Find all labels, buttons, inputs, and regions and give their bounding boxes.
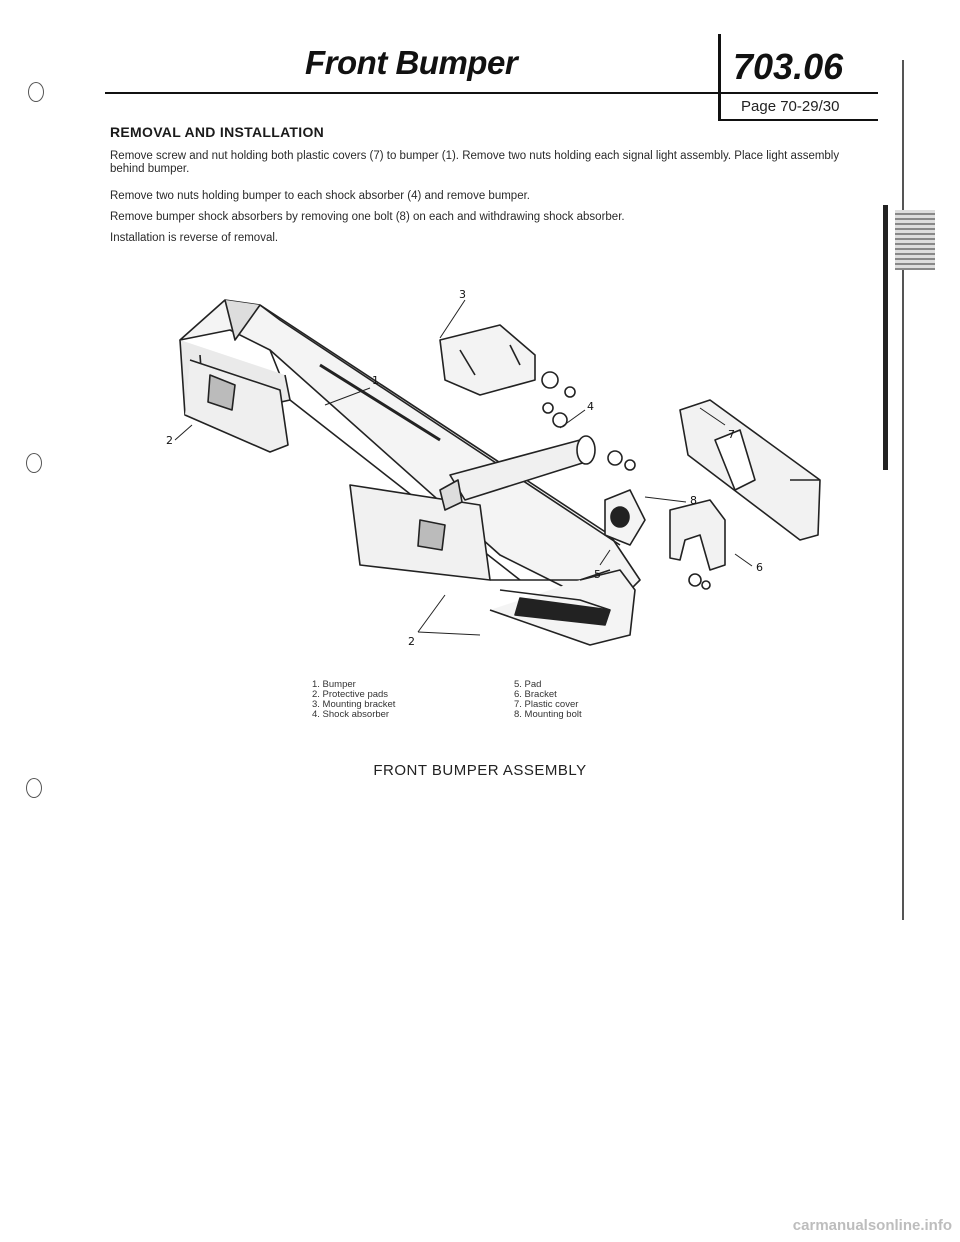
bumper-drawing	[180, 300, 640, 645]
legend-item: 3. Mounting bracket	[312, 699, 396, 710]
instruction-paragraph: Remove screw and nut holding both plastic covers (7) to bumper (1). Remove two nuts holding each signal light assembly. Place light assembly behind bumper.	[110, 150, 840, 175]
instruction-paragraph: Remove two nuts holding bumper to each shock absorber (4) and remove bumper.	[110, 190, 530, 202]
page-title: Front Bumper	[305, 44, 518, 81]
punch-hole-mark	[26, 778, 42, 798]
legend-item: 1. Bumper	[312, 679, 356, 690]
legend-column-left	[312, 680, 395, 720]
punch-hole-mark	[26, 453, 42, 473]
legend-item: 4. Shock absorber	[312, 709, 390, 720]
section-number: 703.06	[733, 46, 844, 87]
bracket-drawing	[670, 500, 725, 589]
punch-hole-mark	[28, 82, 44, 102]
scan-artifact	[895, 210, 935, 270]
pad-drawing	[605, 490, 645, 545]
legend-item: 2. Protective pads	[312, 689, 389, 700]
bumper-exploded-diagram	[140, 280, 860, 670]
section-heading: REMOVAL AND INSTALLATION	[110, 124, 325, 140]
margin-bar	[883, 205, 888, 470]
binding-edge-line	[902, 60, 904, 920]
callout-5: 5	[594, 568, 601, 581]
callout-7: 7	[728, 428, 735, 441]
callout-2-lower: 2	[408, 635, 415, 648]
mounting-bracket-drawing	[440, 325, 575, 427]
section-rule	[718, 92, 878, 94]
page-reference: Page 70-29/30	[741, 98, 840, 115]
header-rule	[105, 92, 718, 94]
callout-2: 2	[166, 434, 173, 447]
legend-column-right	[514, 680, 582, 720]
instruction-paragraph: Remove bumper shock absorbers by removing one bolt (8) on each and withdrawing shock absorber.	[110, 211, 625, 223]
legend-item: 5. Pad	[514, 679, 542, 690]
instruction-paragraph: Installation is reverse of removal.	[110, 232, 279, 244]
legend-item: 6. Bracket	[514, 689, 557, 700]
figure-caption: FRONT BUMPER ASSEMBLY	[373, 762, 587, 779]
callout-3: 3	[459, 288, 466, 301]
callout-1: 1	[372, 374, 379, 387]
watermark: carmanualsonline.info	[792, 1217, 952, 1234]
callout-6: 6	[756, 561, 763, 574]
section-bottom-rule	[718, 119, 878, 121]
legend-item: 7. Plastic cover	[514, 699, 579, 710]
callout-8: 8	[690, 494, 697, 507]
callout-4: 4	[587, 400, 594, 413]
legend-item: 8. Mounting bolt	[514, 709, 582, 720]
